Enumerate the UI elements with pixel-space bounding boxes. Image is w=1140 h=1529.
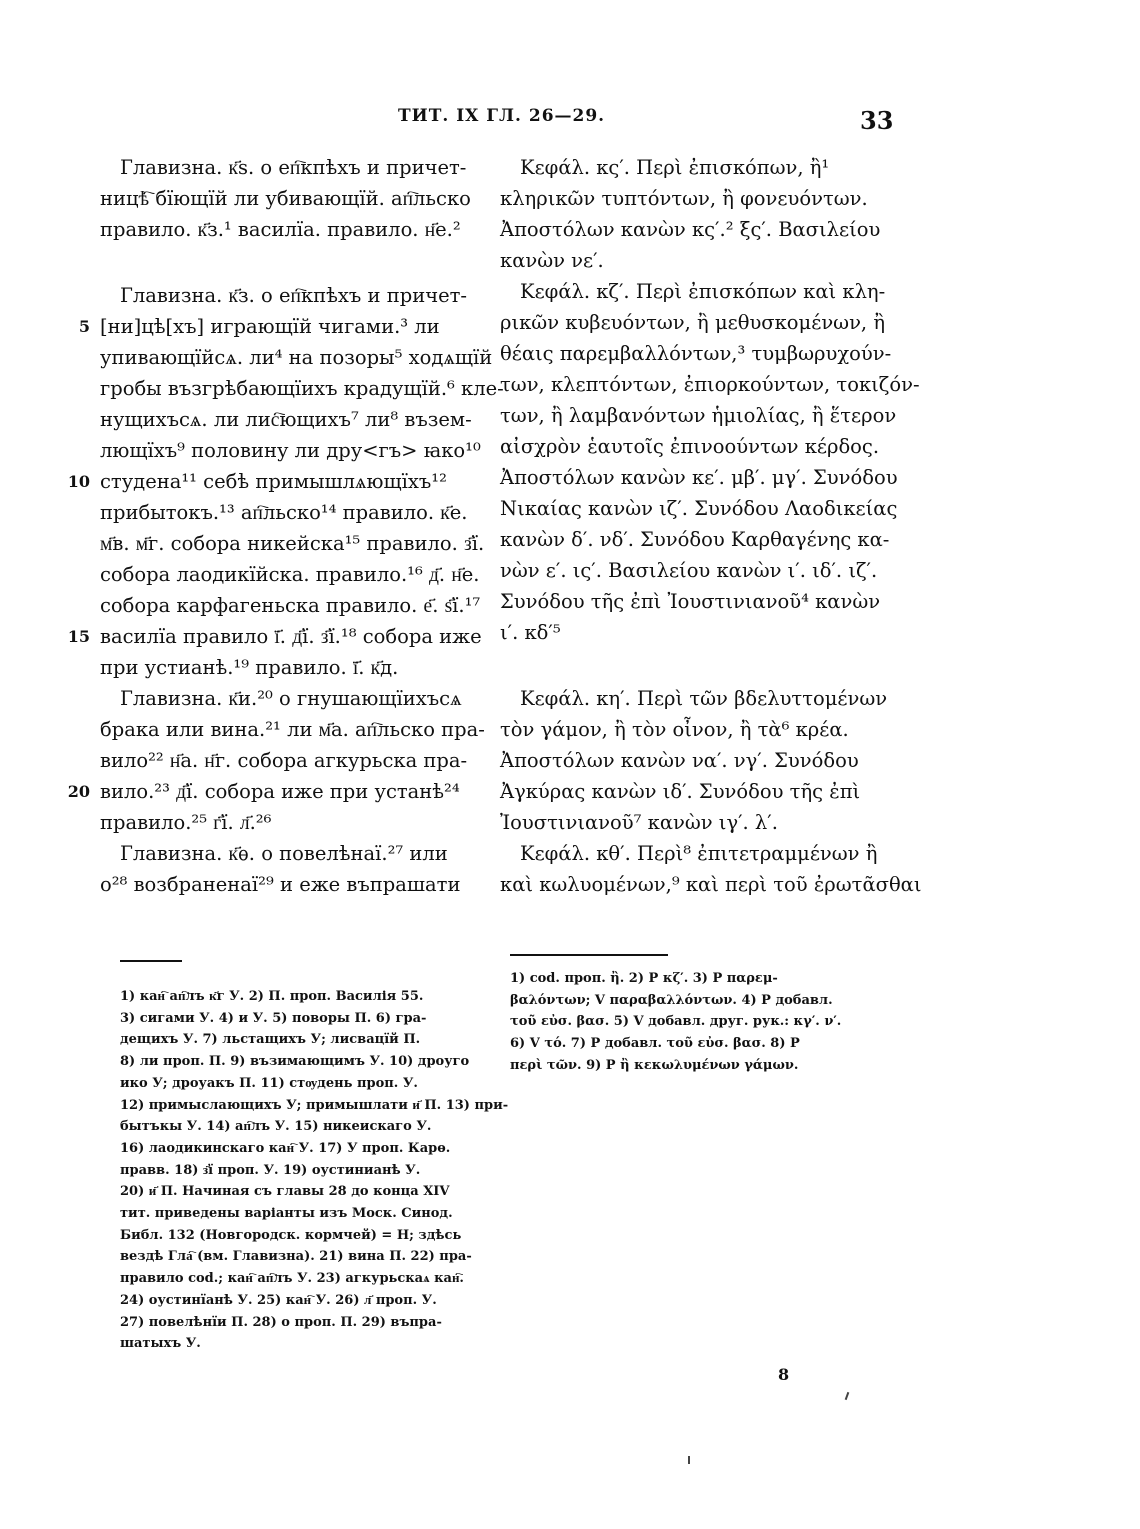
text-line <box>500 369 920 400</box>
line-text: вило²² н҃а. н҃г. собора агкурьска пра- <box>100 749 468 772</box>
line-text: студена¹¹ себѣ примышлѧющїхъ¹² <box>100 470 447 493</box>
page-number: 33 <box>860 106 894 135</box>
line-text: Главизна. к҃ѳ. о повелѣнаї.²⁷ или <box>120 842 448 865</box>
line-text: о²⁸ возбраненаї²⁹ и еже въпрашати <box>100 873 461 896</box>
footnote-rule-left <box>120 960 182 962</box>
text-line <box>100 435 484 466</box>
text-line <box>100 869 484 900</box>
text-line <box>100 590 484 621</box>
text-line <box>100 183 484 214</box>
signature-mark: 8 <box>778 1365 790 1384</box>
footnote-line: 1) кан҇ ап҇лъ к҃г У. 2) П. проп. Василія 55. <box>120 989 424 1004</box>
text-line <box>500 807 898 838</box>
line-text: [ни]цѣ[хъ] играющїй чигами.³ ли <box>100 315 440 338</box>
footnote-line: 20) и҃ П. Начиная съ главы 28 до конца XIV <box>120 1184 450 1200</box>
footnote-line: правв. 18) з҃ї проп. У. 19) оустинианѣ У. <box>120 1162 421 1178</box>
text-line <box>500 214 898 245</box>
text-line <box>78 311 484 342</box>
speck <box>845 1392 850 1400</box>
text-line <box>500 586 898 617</box>
line-text: м҃в. м҃г. собора никейска¹⁵ правило. з҃ї. <box>100 532 485 555</box>
text-line <box>500 462 898 493</box>
text-line <box>500 683 898 714</box>
text-line <box>500 245 898 276</box>
text-line <box>100 342 493 373</box>
text-line <box>100 214 484 245</box>
line-text: ι′. κδ′⁵ <box>500 621 561 644</box>
paragraph-gap <box>500 648 898 683</box>
text-line <box>100 404 484 435</box>
line-text: Главизна. к҃ѕ. о еп҇кпѣхъ и причет- <box>120 156 467 179</box>
footnote-line: 27) повелѣнїи П. 28) о проп. П. 29) въпра- <box>120 1314 442 1330</box>
line-text: прибытокъ.¹³ ап҇льско¹⁴ правило. к҃е. <box>100 501 468 524</box>
text-line <box>500 838 898 869</box>
line-text: καὶ κωλυομένων,⁹ καὶ περὶ τοῦ ἐρωτᾶσθαι <box>500 873 922 896</box>
footnote-line: Библ. 132 (Новгородск. кормчей) = Н; здѣсь <box>120 1227 462 1243</box>
text-line <box>100 373 504 404</box>
footnote-line: 3) сигами У. 4) и У. 5) поворы П. 6) гра- <box>120 1010 427 1026</box>
line-text: αἰσχρὸν ἑαυτοῖς ἐπινοούντων κέρδος. <box>500 435 880 458</box>
footnote-line: дещихъ У. 7) льстащихъ У; лисвацїй П. <box>120 1032 421 1048</box>
footnote-line: вездѣ Гла҇ (вм. Главизна). 21) вина П. 22) пра- <box>120 1249 472 1265</box>
line-text: κανὼν δ′. νδ′. Συνόδου Καρθαγένης κα- <box>500 528 890 551</box>
footnote-line: 12) примыслающихъ У; примышлати и҃ П. 13) при- <box>120 1097 509 1113</box>
line-text: θέαις παρεμβαλλόντων,³ τυμβωρυχούν- <box>500 342 892 365</box>
speck <box>688 1456 690 1464</box>
footnote-line: τοῦ εὐσ. βασ. 5) V добавл. друг. рук.: κγ′. ν′. <box>510 1014 842 1030</box>
text-line <box>500 431 898 462</box>
line-text: κανὼν νε′. <box>500 249 604 272</box>
text-line <box>100 714 484 745</box>
text-line <box>500 276 898 307</box>
text-line <box>500 745 898 776</box>
footnote-line: 16) лаодикинскаго кан҇ У. 17) У проп. Карѳ. <box>120 1140 451 1156</box>
line-text: правило.²⁵ г҃ї. л҃.²⁶ <box>100 811 272 834</box>
text-line <box>100 745 484 776</box>
text-line <box>100 838 484 869</box>
line-number: 5 <box>78 317 90 336</box>
line-text: Главизна. к҃з. о еп҇кпѣхъ и причет- <box>120 284 468 307</box>
line-number: 10 <box>67 472 90 491</box>
line-text: лющїхъ⁹ половину ли дру<гъ> ꙗко¹⁰ <box>100 439 481 462</box>
footnote-line: шатыхъ У. <box>120 1336 201 1352</box>
slavonic-column <box>67 152 504 900</box>
footnote-line: 6) V τό. 7) Р добавл. τοῦ εὐσ. βασ. 8) Р <box>510 1036 800 1052</box>
running-header: ТИТ. IX ГЛ. 26—29. <box>398 106 606 126</box>
footnotes-left <box>120 986 509 1355</box>
line-number: 20 <box>67 782 90 801</box>
line-text: Ἀποστόλων κανὼν κς′.² ξς′. Βασιλείου <box>500 218 881 241</box>
text-line <box>500 617 898 648</box>
footnote-line: ико У; дроуакъ П. 11) стѹдень проп. У. <box>120 1075 418 1091</box>
line-text: при устианѣ.¹⁹ правило. ї҃. к҃д. <box>100 656 399 679</box>
greek-column <box>500 152 922 900</box>
footnote-line: правило cod.; кан҇ ап҇лъ У. 23) агкурьскаѧ кан҇. <box>120 1271 464 1287</box>
line-text: τὸν γάμον, ἢ τὸν οἶνον, ἢ τὰ⁶ κρέα. <box>500 718 849 741</box>
footnote-line: περὶ τῶν. 9) Р ἢ κεκωλυμένων γάμων. <box>510 1057 799 1073</box>
text-line <box>500 307 898 338</box>
text-line <box>500 555 898 586</box>
line-text: Ἀποστόλων κανὼν να′. νγ′. Συνόδου <box>500 749 859 772</box>
footnotes-right <box>510 968 902 1077</box>
line-text: собора карфагеньска правило. е҃. ѕ҃ї.¹⁷ <box>100 594 481 617</box>
text-line <box>500 493 898 524</box>
paragraph-gap <box>100 245 484 280</box>
text-line <box>100 807 484 838</box>
line-text: Κεφάλ. κη′. Περὶ τῶν βδελυττομένων <box>520 687 888 710</box>
line-text: κληρικῶν τυπτόντων, ἢ φονευόντων. <box>500 187 868 210</box>
text-line <box>500 714 898 745</box>
line-text: гробы възгрѣбающїихъ крадущїй.⁶ кле- <box>100 377 504 400</box>
line-text: вило.²³ д҃ї. собора иже при устанѣ²⁴ <box>100 780 460 803</box>
line-text: Κεφάλ. κζ′. Περὶ ἐπισκόπων καὶ κλη- <box>520 280 886 303</box>
text-line <box>500 183 898 214</box>
line-text: правило. к҃з.¹ василїа. правило. н҃е.² <box>100 218 461 241</box>
footnote-line: 8) ли проп. П. 9) възимающимъ У. 10) дроуго <box>120 1054 470 1070</box>
line-text: брака или вина.²¹ ли м҃а. ап҇льско пра- <box>100 718 485 741</box>
text-line <box>500 152 898 183</box>
text-line <box>500 776 898 807</box>
footnote-line: 24) оустинїанѣ У. 25) кан҇ У. 26) л҃ проп. У. <box>120 1292 437 1308</box>
line-text: των, ἢ λαμβανόντων ἡμιολίας, ἢ ἕτερον <box>500 404 897 427</box>
text-line <box>500 338 898 369</box>
line-text: собора лаодикїйска. правило.¹⁶ д҃. н҃е. <box>100 563 480 586</box>
line-text: упивающїйсѧ. ли⁴ на позоры⁵ ходѧщїй <box>100 346 493 369</box>
line-text: ницѣ҇ бїющїй ли убивающїй. ап҇льско <box>100 187 471 210</box>
text-line <box>67 466 484 497</box>
line-text: Νικαίας κανὼν ιζ′. Συνόδου Λαοδικείας <box>500 497 898 520</box>
text-line <box>100 152 484 183</box>
text-line <box>500 524 898 555</box>
line-text: Ἰουστινιανοῦ⁷ κανὼν ιγ′. λ′. <box>500 811 778 834</box>
footnote-rule-right <box>510 954 668 956</box>
line-text: Κεφάλ. κθ′. Περὶ⁸ ἐπιτετραμμένων ἢ <box>520 842 878 865</box>
line-text: нущихъсѧ. ли лис҇ющихъ⁷ ли⁸ възем- <box>100 408 472 431</box>
footnote-line: тит. приведены варіанты изъ Моск. Синод. <box>120 1206 453 1222</box>
line-text: ρικῶν κυβευόντων, ἢ μεθυσκομένων, ἢ <box>500 311 886 334</box>
text-line <box>100 559 484 590</box>
text-line <box>67 621 484 652</box>
text-line <box>500 869 922 900</box>
line-text: νὼν ε′. ις′. Βασιλείου κανὼν ι′. ιδ′. ιζ′. <box>500 559 878 582</box>
line-text: Ἀγκύρας κανὼν ιδ′. Συνόδου τῆς ἐπὶ <box>500 780 861 803</box>
text-line <box>100 497 484 528</box>
line-text: Главизна. к҃и.²⁰ о гнушающїихъсѧ <box>120 687 462 710</box>
footnote-line: бытъкы У. 14) ап҇лъ У. 15) никеискаго У. <box>120 1119 432 1135</box>
line-text: василїа правило ї҃. д҃ї. з҃ї.¹⁸ собора иже <box>100 625 482 648</box>
line-number: 15 <box>67 627 90 646</box>
footnote-line: βαλόντων; V παραβαλλόντων. 4) Р добавл. <box>510 992 833 1008</box>
text-line <box>67 776 484 807</box>
line-text: Κεφάλ. κς′. Περὶ ἐπισκόπων, ἢ¹ <box>520 156 830 179</box>
line-text: Συνόδου τῆς ἐπὶ Ἰουστινιανοῦ⁴ κανὼν <box>500 590 881 613</box>
text-line <box>100 652 484 683</box>
line-text: των, κλεπτόντων, ἐπιορκούντων, τοκιζόν- <box>500 373 920 396</box>
text-line <box>100 683 484 714</box>
footnote-line: 1) cod. проп. ἢ. 2) Р κζ′. 3) Р παρεμ- <box>510 971 778 986</box>
line-text: Ἀποστόλων κανὼν κε′. μβ′. μγ′. Συνόδου <box>500 466 898 489</box>
text-line <box>500 400 898 431</box>
text-line <box>100 528 484 559</box>
text-line <box>100 280 484 311</box>
